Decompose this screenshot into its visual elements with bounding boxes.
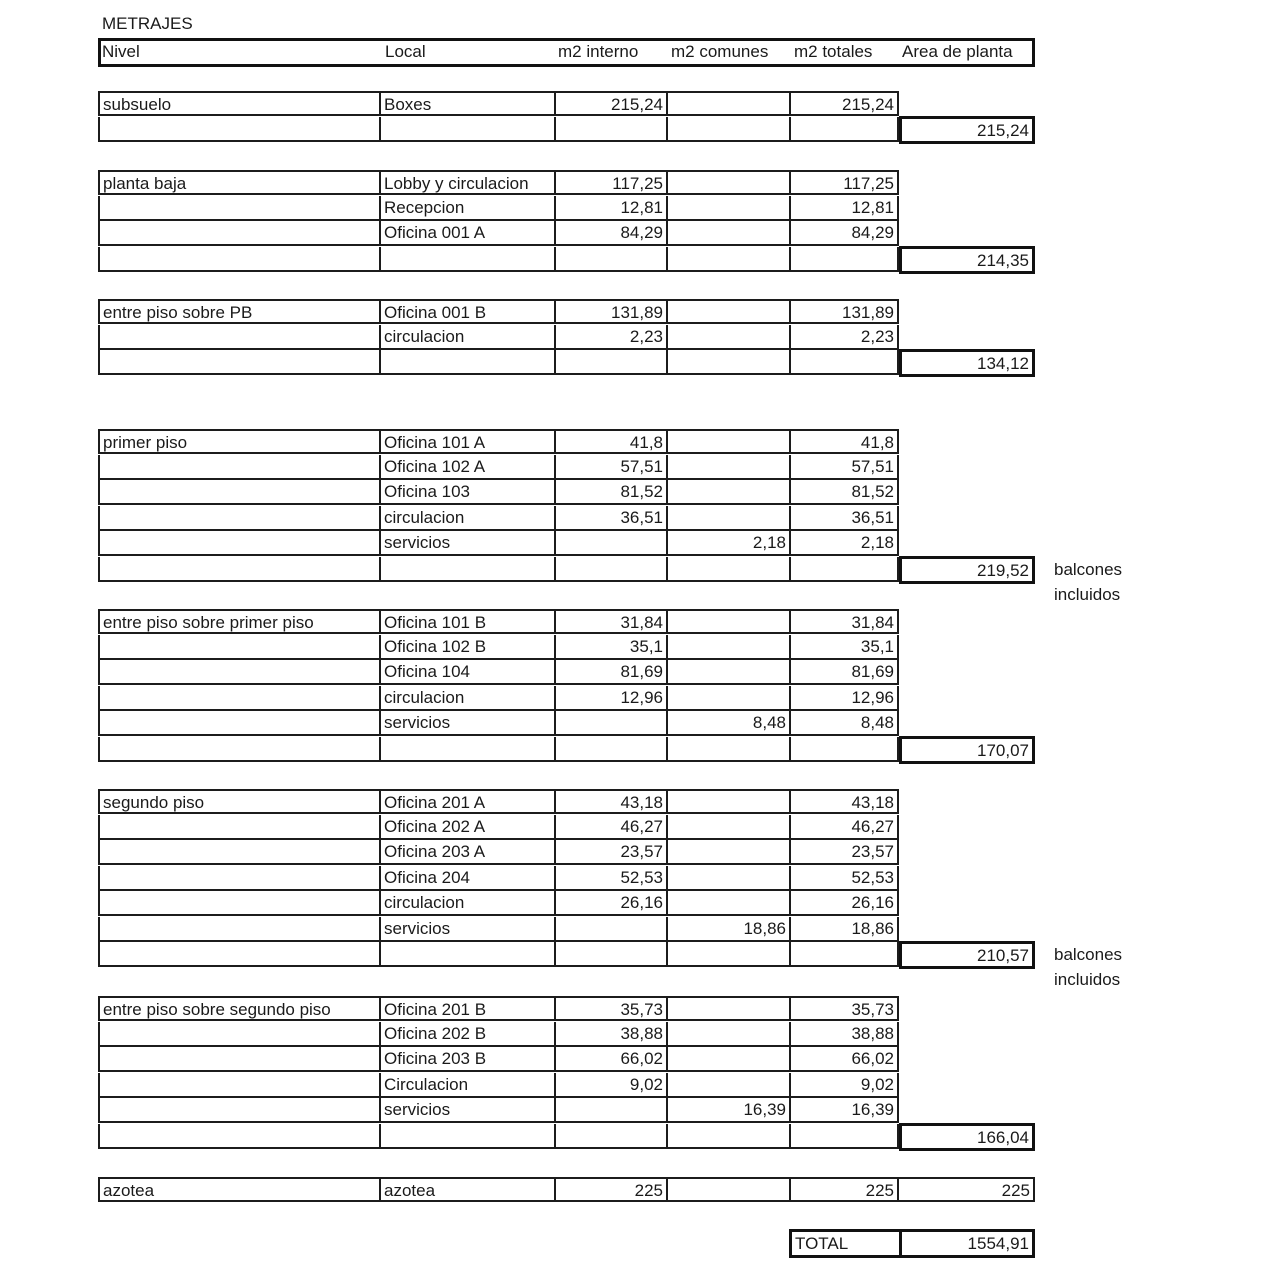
level-subtotal-row (0, 737, 1280, 762)
table-row (0, 917, 1280, 942)
m2-interno-cell: 38,88 (556, 1022, 668, 1047)
level-note: incluidos (1054, 584, 1121, 604)
nivel-cell (98, 506, 381, 531)
nivel-cell (98, 737, 381, 762)
m2-comunes-cell (668, 506, 791, 531)
m2-interno-cell: 31,84 (556, 609, 668, 634)
m2-totales-cell: 52,53 (791, 866, 899, 891)
local-cell: circulacion (381, 506, 556, 531)
m2-comunes-cell (668, 221, 791, 246)
m2-interno-cell: 36,51 (556, 506, 668, 531)
m2-comunes-cell (668, 996, 791, 1021)
header-m2-totales: m2 totales (794, 42, 873, 61)
table-row (0, 196, 1280, 221)
m2-totales-cell: 35,1 (791, 635, 899, 660)
nivel-cell: subsuelo (98, 91, 381, 116)
nivel-cell (98, 840, 381, 865)
m2-totales-cell: 2,23 (791, 325, 899, 350)
table-row (0, 1047, 1280, 1072)
header-nivel: Nivel (102, 42, 140, 61)
m2-comunes-cell (668, 350, 791, 375)
table-row (0, 840, 1280, 865)
local-cell (381, 942, 556, 967)
area-de-planta-cell: 219,52 (899, 556, 1035, 584)
local-cell (381, 557, 556, 582)
m2-comunes-cell (668, 455, 791, 480)
table-row (0, 325, 1280, 350)
header-local: Local (385, 42, 426, 61)
m2-comunes-cell: 2,18 (668, 531, 791, 556)
local-cell (381, 350, 556, 375)
local-cell: Oficina 203 B (381, 1047, 556, 1072)
local-cell: Oficina 102 A (381, 455, 556, 480)
azotea-interno-cell: 225 (556, 1177, 668, 1202)
total-value: 1554,91 (899, 1229, 1035, 1258)
m2-comunes-cell (668, 557, 791, 582)
local-cell: Oficina 202 B (381, 1022, 556, 1047)
m2-totales-cell: 12,96 (791, 686, 899, 711)
local-cell: Oficina 202 A (381, 815, 556, 840)
header-m2-interno: m2 interno (558, 42, 639, 61)
level-note: incluidos (1054, 970, 1121, 989)
m2-interno-cell (556, 1098, 668, 1123)
local-cell: Oficina 103 (381, 480, 556, 505)
m2-comunes-cell (668, 840, 791, 865)
m2-totales-cell: 46,27 (791, 815, 899, 840)
nivel-cell (98, 1098, 381, 1123)
m2-comunes-cell (668, 815, 791, 840)
m2-interno-cell: 9,02 (556, 1073, 668, 1098)
local-cell: Oficina 101 B (381, 609, 556, 634)
m2-interno-cell: 12,81 (556, 196, 668, 221)
local-cell (381, 1124, 556, 1149)
m2-interno-cell: 81,69 (556, 660, 668, 685)
m2-totales-cell (791, 117, 899, 142)
table-row (0, 429, 1280, 454)
table-row (0, 506, 1280, 531)
m2-totales-cell: 36,51 (791, 506, 899, 531)
table-row (0, 1073, 1280, 1098)
level-subtotal-row (0, 117, 1280, 142)
nivel-cell (98, 815, 381, 840)
table-row (0, 299, 1280, 324)
nivel-cell (98, 196, 381, 221)
m2-interno-cell (556, 1124, 668, 1149)
table-row (0, 609, 1280, 634)
m2-comunes-cell (668, 660, 791, 685)
m2-comunes-cell (668, 1047, 791, 1072)
m2-interno-cell (556, 737, 668, 762)
m2-interno-cell: 84,29 (556, 221, 668, 246)
nivel-cell (98, 1047, 381, 1072)
m2-comunes-cell (668, 196, 791, 221)
nivel-cell (98, 350, 381, 375)
azotea-nivel-cell: azotea (98, 1177, 381, 1202)
nivel-cell (98, 557, 381, 582)
local-cell: Oficina 101 A (381, 429, 556, 454)
m2-totales-cell: 16,39 (791, 1098, 899, 1123)
m2-comunes-cell (668, 91, 791, 116)
table-row (0, 480, 1280, 505)
table-row (0, 455, 1280, 480)
nivel-cell (98, 711, 381, 736)
m2-totales-cell: 215,24 (791, 91, 899, 116)
m2-totales-cell: 57,51 (791, 455, 899, 480)
local-cell: Boxes (381, 91, 556, 116)
m2-interno-cell (556, 117, 668, 142)
m2-interno-cell: 43,18 (556, 789, 668, 814)
area-de-planta-cell: 166,04 (899, 1123, 1035, 1151)
header-m2-comunes: m2 comunes (671, 42, 769, 61)
m2-totales-cell: 2,18 (791, 531, 899, 556)
local-cell: circulacion (381, 891, 556, 916)
azotea-comunes-cell (668, 1177, 791, 1202)
nivel-cell (98, 917, 381, 942)
m2-interno-cell (556, 942, 668, 967)
nivel-cell: entre piso sobre PB (98, 299, 381, 324)
m2-comunes-cell (668, 789, 791, 814)
local-cell: servicios (381, 917, 556, 942)
nivel-cell (98, 247, 381, 272)
m2-totales-cell: 84,29 (791, 221, 899, 246)
m2-totales-cell: 23,57 (791, 840, 899, 865)
m2-interno-cell: 35,1 (556, 635, 668, 660)
m2-interno-cell: 215,24 (556, 91, 668, 116)
m2-comunes-cell (668, 1073, 791, 1098)
m2-interno-cell (556, 557, 668, 582)
level-note: balcones (1054, 559, 1123, 579)
table-row (0, 686, 1280, 711)
azotea-totales-cell: 225 (791, 1177, 899, 1202)
m2-totales-cell (791, 942, 899, 967)
local-cell: Oficina 201 A (381, 789, 556, 814)
nivel-cell (98, 660, 381, 685)
table-row (0, 789, 1280, 814)
nivel-cell (98, 117, 381, 142)
m2-totales-cell: 8,48 (791, 711, 899, 736)
m2-totales-cell: 81,69 (791, 660, 899, 685)
level-subtotal-row (0, 350, 1280, 375)
m2-interno-cell: 57,51 (556, 455, 668, 480)
table-row (0, 815, 1280, 840)
m2-comunes-cell (668, 480, 791, 505)
local-cell: Oficina 001 B (381, 299, 556, 324)
table-row (0, 170, 1280, 195)
local-cell (381, 737, 556, 762)
local-cell: Circulacion (381, 1073, 556, 1098)
area-de-planta-cell: 215,24 (899, 116, 1035, 144)
nivel-cell (98, 480, 381, 505)
local-cell (381, 117, 556, 142)
m2-interno-cell: 23,57 (556, 840, 668, 865)
local-cell: circulacion (381, 686, 556, 711)
nivel-cell: entre piso sobre segundo piso (98, 996, 381, 1021)
area-de-planta-cell: 170,07 (899, 736, 1035, 764)
nivel-cell (98, 891, 381, 916)
nivel-cell: entre piso sobre primer piso (98, 609, 381, 634)
m2-interno-cell: 26,16 (556, 891, 668, 916)
m2-comunes-cell (668, 942, 791, 967)
area-de-planta-cell: 210,57 (899, 941, 1035, 969)
nivel-cell (98, 1073, 381, 1098)
table-row (0, 1022, 1280, 1047)
m2-totales-cell: 66,02 (791, 1047, 899, 1072)
nivel-cell: segundo piso (98, 789, 381, 814)
table-row (0, 635, 1280, 660)
table-row (0, 996, 1280, 1021)
m2-comunes-cell (668, 686, 791, 711)
m2-totales-cell (791, 1124, 899, 1149)
m2-interno-cell (556, 531, 668, 556)
local-cell: Lobby y circulacion (381, 170, 556, 195)
local-cell: Oficina 104 (381, 660, 556, 685)
m2-comunes-cell: 18,86 (668, 917, 791, 942)
m2-totales-cell (791, 247, 899, 272)
m2-comunes-cell (668, 891, 791, 916)
m2-interno-cell: 41,8 (556, 429, 668, 454)
sheet-title: METRAJES (102, 14, 193, 33)
m2-interno-cell: 66,02 (556, 1047, 668, 1072)
local-cell: servicios (381, 531, 556, 556)
m2-totales-cell: 31,84 (791, 609, 899, 634)
table-row (0, 221, 1280, 246)
nivel-cell (98, 635, 381, 660)
local-cell (381, 247, 556, 272)
local-cell: Oficina 001 A (381, 221, 556, 246)
m2-totales-cell (791, 737, 899, 762)
m2-interno-cell (556, 247, 668, 272)
m2-totales-cell: 9,02 (791, 1073, 899, 1098)
nivel-cell: planta baja (98, 170, 381, 195)
local-cell: servicios (381, 711, 556, 736)
header-area-de-planta: Area de planta (902, 42, 1013, 61)
m2-totales-cell: 12,81 (791, 196, 899, 221)
azotea-area-cell: 225 (899, 1177, 1035, 1202)
m2-comunes-cell (668, 299, 791, 324)
m2-interno-cell: 35,73 (556, 996, 668, 1021)
m2-totales-cell: 38,88 (791, 1022, 899, 1047)
m2-interno-cell: 46,27 (556, 815, 668, 840)
m2-comunes-cell: 16,39 (668, 1098, 791, 1123)
nivel-cell (98, 221, 381, 246)
local-cell: servicios (381, 1098, 556, 1123)
table-row (0, 891, 1280, 916)
m2-totales-cell: 41,8 (791, 429, 899, 454)
area-de-planta-cell: 134,12 (899, 349, 1035, 377)
m2-interno-cell: 52,53 (556, 866, 668, 891)
m2-comunes-cell (668, 635, 791, 660)
m2-interno-cell: 81,52 (556, 480, 668, 505)
nivel-cell (98, 1124, 381, 1149)
total-label: TOTAL (789, 1229, 899, 1258)
m2-totales-cell: 117,25 (791, 170, 899, 195)
m2-comunes-cell (668, 325, 791, 350)
local-cell: Oficina 201 B (381, 996, 556, 1021)
m2-comunes-cell (668, 737, 791, 762)
m2-comunes-cell (668, 1022, 791, 1047)
table-row (0, 91, 1280, 116)
m2-comunes-cell (668, 247, 791, 272)
azotea-local-cell: azotea (381, 1177, 556, 1202)
m2-interno-cell: 12,96 (556, 686, 668, 711)
m2-comunes-cell (668, 117, 791, 142)
m2-comunes-cell (668, 609, 791, 634)
local-cell: Oficina 204 (381, 866, 556, 891)
m2-totales-cell: 18,86 (791, 917, 899, 942)
azotea-row (0, 1177, 1280, 1202)
m2-interno-cell: 117,25 (556, 170, 668, 195)
nivel-cell (98, 325, 381, 350)
nivel-cell (98, 1022, 381, 1047)
nivel-cell (98, 455, 381, 480)
table-row (0, 866, 1280, 891)
local-cell: circulacion (381, 325, 556, 350)
nivel-cell (98, 531, 381, 556)
level-note: balcones (1054, 945, 1123, 964)
m2-totales-cell: 26,16 (791, 891, 899, 916)
m2-interno-cell (556, 917, 668, 942)
m2-totales-cell: 131,89 (791, 299, 899, 324)
area-de-planta-cell: 214,35 (899, 246, 1035, 274)
m2-comunes-cell (668, 1124, 791, 1149)
local-cell: Oficina 203 A (381, 840, 556, 865)
table-row (0, 711, 1280, 736)
m2-interno-cell: 2,23 (556, 325, 668, 350)
local-cell: Recepcion (381, 196, 556, 221)
table-row (0, 1098, 1280, 1123)
level-subtotal-row (0, 247, 1280, 272)
level-subtotal-row (0, 1124, 1280, 1149)
m2-comunes-cell: 8,48 (668, 711, 791, 736)
m2-comunes-cell (668, 866, 791, 891)
m2-totales-cell: 43,18 (791, 789, 899, 814)
local-cell: Oficina 102 B (381, 635, 556, 660)
m2-comunes-cell (668, 170, 791, 195)
m2-interno-cell: 131,89 (556, 299, 668, 324)
m2-interno-cell (556, 350, 668, 375)
m2-totales-cell (791, 350, 899, 375)
m2-comunes-cell (668, 429, 791, 454)
m2-totales-cell: 35,73 (791, 996, 899, 1021)
table-row (0, 660, 1280, 685)
m2-totales-cell (791, 557, 899, 582)
m2-interno-cell (556, 711, 668, 736)
m2-totales-cell: 81,52 (791, 480, 899, 505)
nivel-cell (98, 866, 381, 891)
nivel-cell: primer piso (98, 429, 381, 454)
nivel-cell (98, 942, 381, 967)
table-row (0, 531, 1280, 556)
nivel-cell (98, 686, 381, 711)
